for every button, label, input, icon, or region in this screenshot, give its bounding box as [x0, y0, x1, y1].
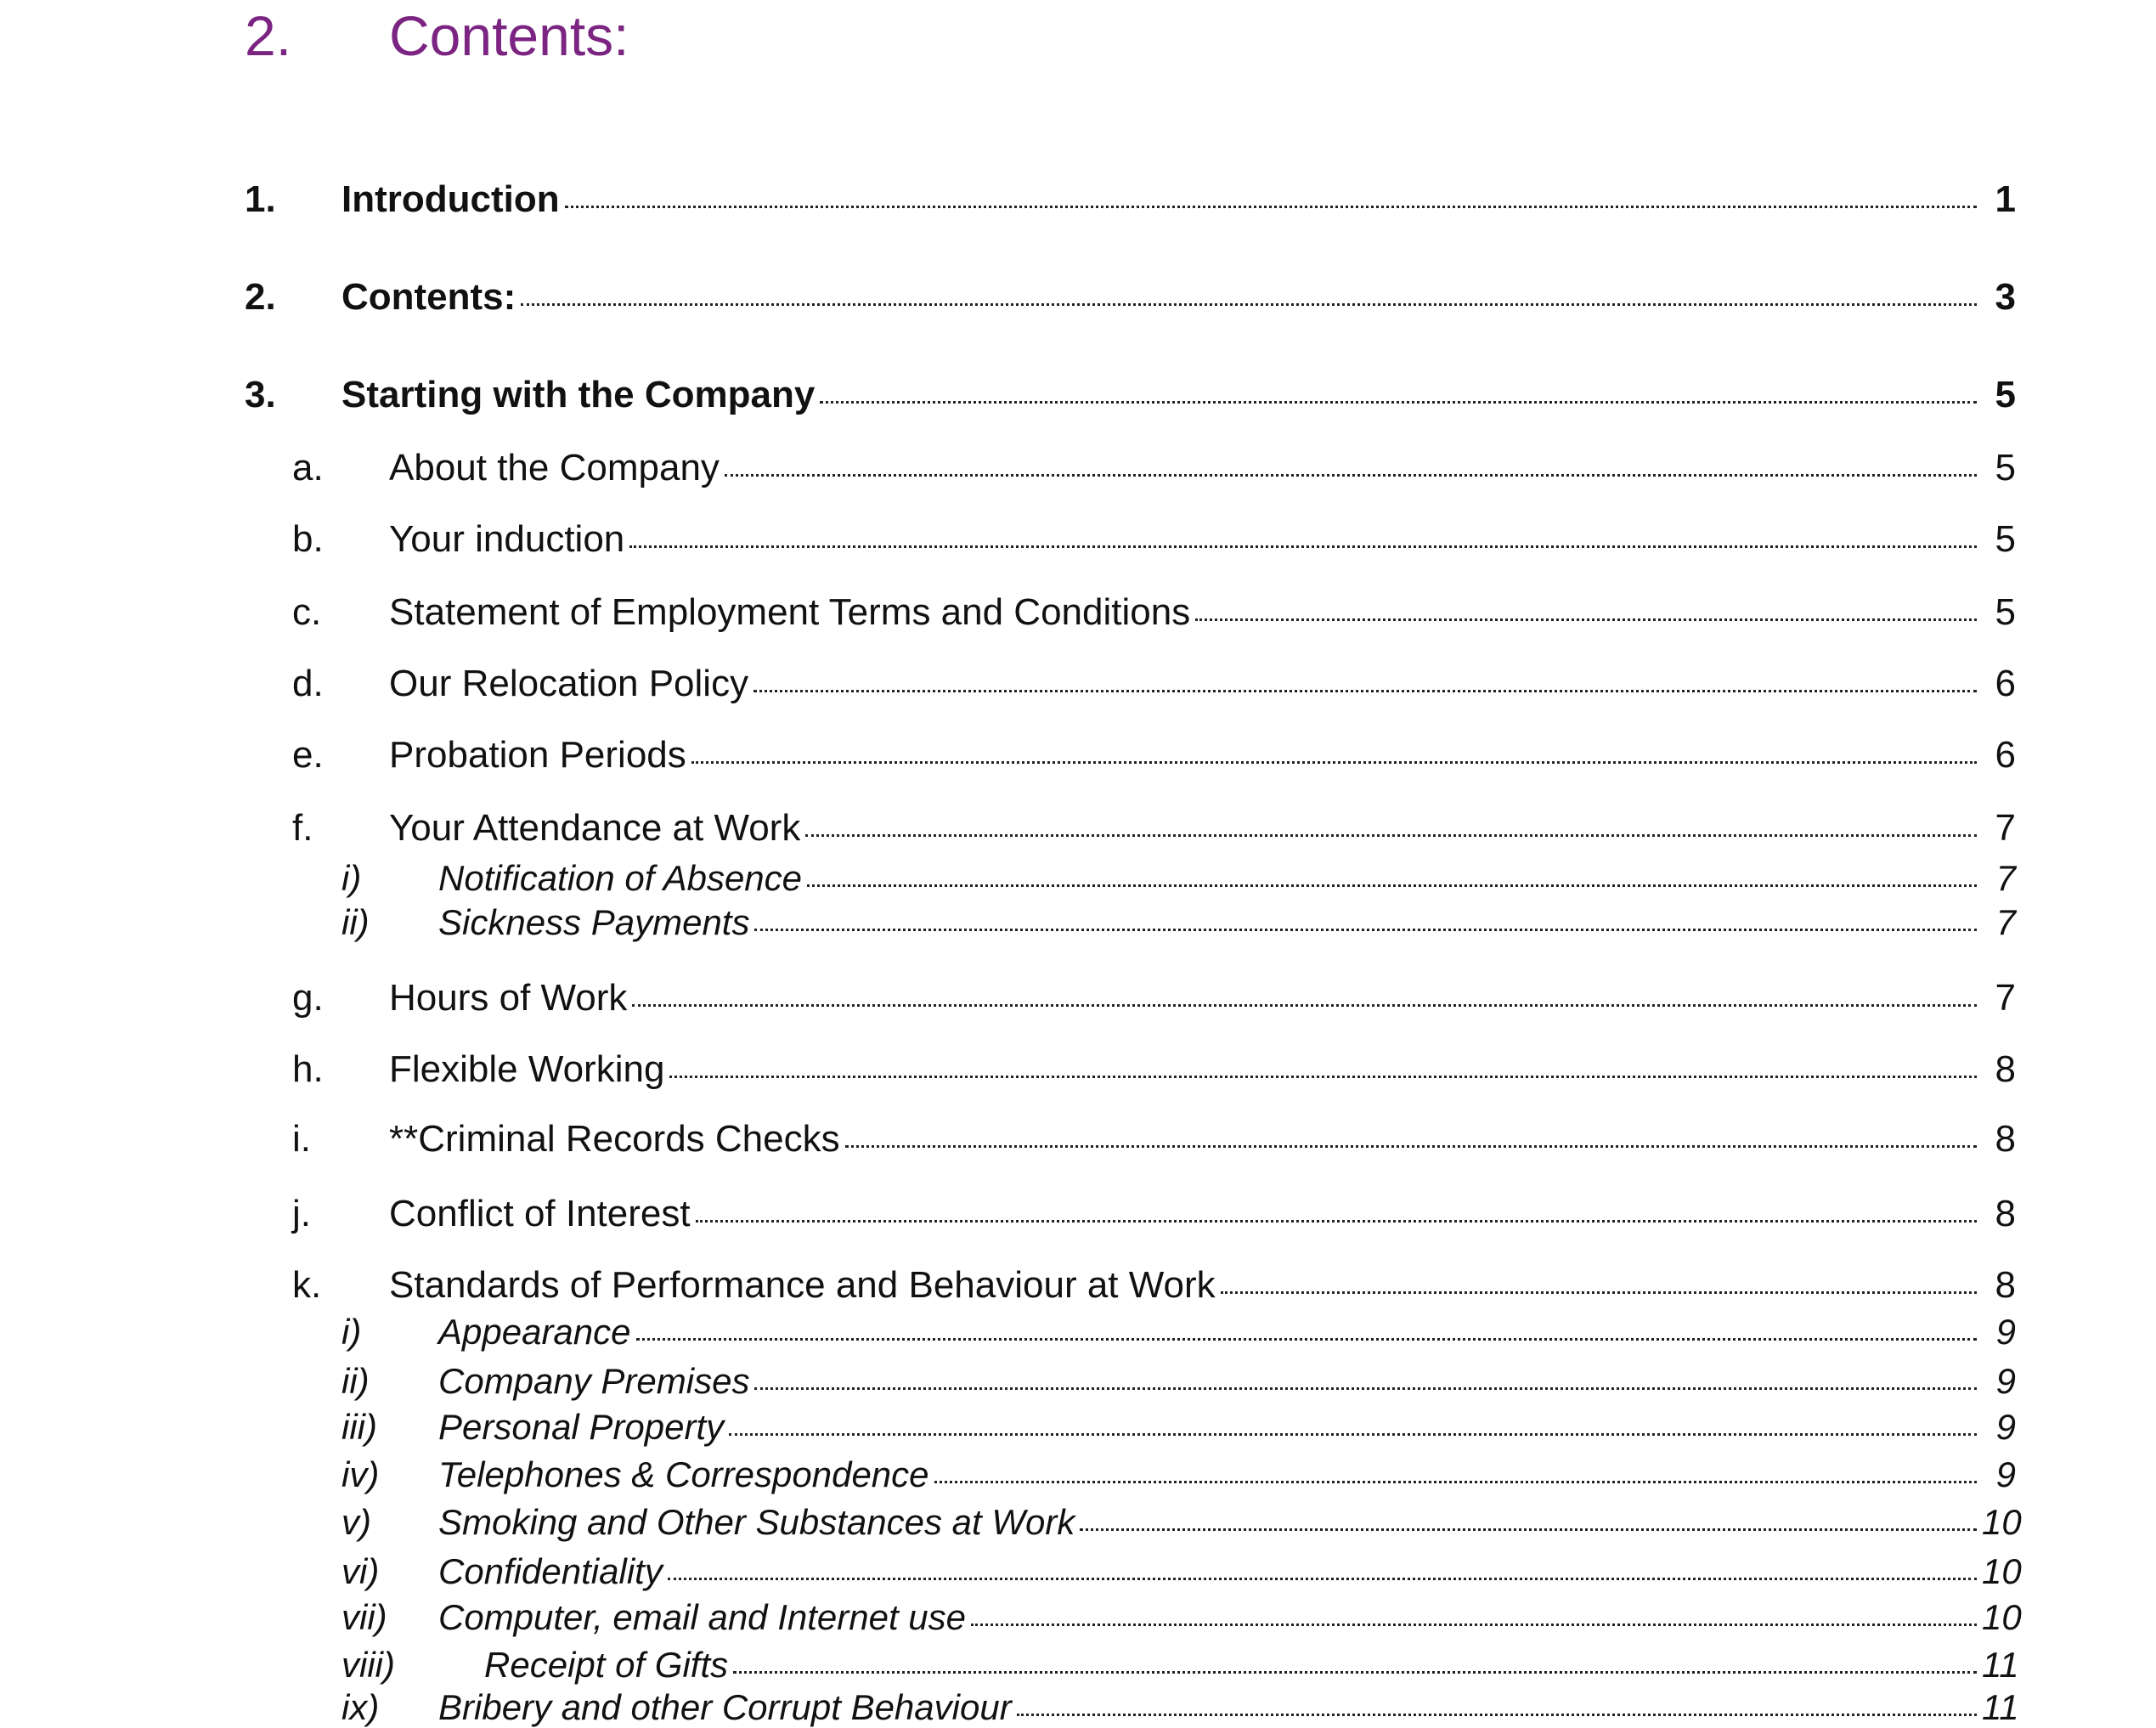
dot-leader — [1221, 1291, 1977, 1294]
toc-entry-title: Telephones & Correspondence — [438, 1454, 929, 1494]
toc-entry-title: Contents: — [341, 276, 516, 318]
toc-entry[interactable] — [0, 977, 2156, 1019]
dot-leader — [521, 303, 1977, 306]
toc-entry[interactable] — [0, 1264, 2156, 1307]
dot-leader — [729, 1433, 1977, 1436]
toc-entry-number: viii) — [341, 1645, 395, 1685]
toc-entry[interactable] — [0, 734, 2156, 776]
toc-entry[interactable] — [0, 1048, 2156, 1091]
toc-entry[interactable] — [0, 1645, 2156, 1686]
dot-leader — [754, 929, 1977, 931]
toc-entry-title: Introduction — [341, 178, 560, 220]
toc-entry-title: Company Premises — [438, 1361, 750, 1401]
dot-leader — [820, 401, 1977, 404]
toc-entry-title: Bribery and other Corrupt Behaviour — [438, 1687, 1012, 1727]
toc-entry-number: i) — [341, 1312, 362, 1352]
dot-leader — [696, 1220, 1977, 1223]
dot-leader — [629, 545, 1977, 548]
toc-entry-title: Smoking and Other Substances at Work — [438, 1502, 1075, 1542]
toc-entry-number: 3. — [245, 374, 276, 415]
toc-entry-page: 8 — [1995, 1193, 2016, 1234]
toc-entry-page: 1 — [1995, 178, 2016, 220]
toc-entry-number: 1. — [245, 178, 276, 220]
toc-entry-title: Confidentiality — [438, 1551, 663, 1591]
toc-entry[interactable] — [0, 1597, 2156, 1638]
toc-entry-page: 7 — [1995, 902, 2016, 942]
toc-entry-title: Flexible Working — [389, 1048, 665, 1090]
toc-entry[interactable] — [0, 1361, 2156, 1402]
dot-leader — [934, 1481, 1977, 1483]
toc-entry-page: 7 — [1995, 807, 2016, 849]
toc-entry[interactable] — [0, 1407, 2156, 1448]
dot-leader — [1017, 1714, 1977, 1716]
dot-leader — [565, 206, 1977, 208]
toc-entry-number: i) — [341, 858, 362, 898]
toc-entry-number: ix) — [341, 1687, 380, 1727]
toc-entry-page: 9 — [1995, 1361, 2016, 1401]
toc-entry-number: ii) — [341, 902, 370, 942]
toc-entry-title: Statement of Employment Terms and Conditions — [389, 591, 1191, 633]
toc-entry-number: d. — [292, 663, 324, 704]
toc-entry-title: Hours of Work — [389, 977, 628, 1019]
heading-number: 2. — [245, 4, 292, 67]
dot-leader — [807, 884, 1977, 887]
toc-entry-title: Conflict of Interest — [389, 1193, 691, 1234]
toc-entry[interactable] — [0, 1551, 2156, 1592]
toc-entry-title: Standards of Performance and Behaviour at Work — [389, 1264, 1216, 1306]
dot-leader — [754, 1387, 1977, 1390]
dot-leader — [845, 1145, 1977, 1148]
toc-entry-page: 7 — [1995, 858, 2016, 898]
toc-entry[interactable] — [0, 374, 2156, 416]
toc-entry-number: a. — [292, 447, 324, 488]
dot-leader — [725, 474, 1977, 477]
toc-entry-number: c. — [292, 591, 322, 633]
dot-leader — [971, 1624, 1977, 1626]
toc-entry-title: Starting with the Company — [341, 374, 816, 415]
toc-entry-number: vi) — [341, 1551, 380, 1591]
toc-entry[interactable] — [0, 276, 2156, 319]
toc-entry-page: 10 — [1982, 1502, 2022, 1542]
toc-entry-number: b. — [292, 518, 324, 560]
toc-entry-number: i. — [292, 1118, 311, 1160]
dot-leader — [805, 834, 1977, 837]
toc-entry-title: Notification of Absence — [438, 858, 803, 898]
toc-entry-page: 5 — [1995, 374, 2016, 415]
toc-entry-page: 5 — [1995, 591, 2016, 633]
toc-entry-title: Receipt of Gifts — [484, 1645, 729, 1685]
toc-entry-number: k. — [292, 1264, 322, 1306]
toc-entry-page: 8 — [1995, 1118, 2016, 1160]
toc-entry-title: Your induction — [389, 518, 625, 560]
toc-entry[interactable] — [0, 1193, 2156, 1235]
toc-entry[interactable] — [0, 1312, 2156, 1352]
toc-entry[interactable] — [0, 663, 2156, 705]
toc-entry[interactable] — [0, 591, 2156, 634]
toc-entry-title: **Criminal Records Checks — [389, 1118, 840, 1160]
toc-entry-title: Sickness Payments — [438, 902, 750, 942]
toc-entry-title: Your Attendance at Work — [389, 807, 801, 849]
dot-leader — [636, 1338, 1977, 1341]
toc-entry-number: 2. — [245, 276, 276, 318]
toc-entry[interactable] — [0, 178, 2156, 221]
toc-entry[interactable] — [0, 902, 2156, 943]
toc-entry-page: 8 — [1995, 1048, 2016, 1090]
page-heading — [245, 0, 629, 71]
dot-leader — [669, 1076, 1977, 1078]
toc-entry[interactable] — [0, 1454, 2156, 1495]
toc-entry-number: h. — [292, 1048, 324, 1090]
toc-entry-number: iii) — [341, 1407, 377, 1447]
toc-entry-page: 9 — [1995, 1407, 2016, 1447]
toc-entry-title: Our Relocation Policy — [389, 663, 749, 704]
toc-entry-title: Personal Property — [438, 1407, 725, 1447]
toc-entry-page: 10 — [1982, 1597, 2022, 1637]
toc-entry-page: 11 — [1982, 1645, 2019, 1685]
toc-entry-number: f. — [292, 807, 313, 849]
toc-entry-number: v) — [341, 1502, 371, 1542]
toc-entry[interactable] — [0, 518, 2156, 561]
toc-entry-number: ii) — [341, 1361, 370, 1401]
toc-entry-number: e. — [292, 734, 324, 776]
toc-entry-page: 5 — [1995, 447, 2016, 488]
dot-leader — [691, 761, 1977, 764]
toc-entry-number: vii) — [341, 1597, 387, 1637]
toc-entry-number: g. — [292, 977, 324, 1019]
toc-entry-number: j. — [292, 1193, 311, 1234]
toc-entry-page: 7 — [1995, 977, 2016, 1019]
toc-entry-page: 8 — [1995, 1264, 2016, 1306]
toc-entry-page: 5 — [1995, 518, 2016, 560]
toc-entry-page: 9 — [1995, 1454, 2016, 1494]
toc-entry[interactable] — [0, 1118, 2156, 1160]
dot-leader — [1195, 618, 1977, 621]
toc-entry-number: iv) — [341, 1454, 380, 1494]
toc-entry[interactable] — [0, 858, 2156, 899]
dot-leader — [753, 690, 1977, 692]
dot-leader — [632, 1004, 1977, 1007]
toc-entry[interactable] — [0, 807, 2156, 850]
dot-leader — [1080, 1528, 1977, 1531]
toc-entry-page: 10 — [1982, 1551, 2022, 1591]
toc-entry-title: About the Company — [389, 447, 720, 488]
toc-entry[interactable] — [0, 447, 2156, 489]
dot-leader — [668, 1578, 1977, 1580]
toc-entry-page: 9 — [1995, 1312, 2016, 1352]
heading-title: Contents: — [389, 4, 629, 67]
toc-entry[interactable] — [0, 1502, 2156, 1543]
toc-entry-title: Probation Periods — [389, 734, 686, 776]
toc-entry-page: 6 — [1995, 734, 2016, 776]
toc-entry-page: 11 — [1982, 1687, 2019, 1727]
dot-leader — [733, 1671, 1977, 1674]
toc-entry-title: Appearance — [438, 1312, 631, 1352]
toc-entry[interactable] — [0, 1687, 2156, 1728]
toc-entry-title: Computer, email and Internet use — [438, 1597, 967, 1637]
toc-entry-page: 3 — [1995, 276, 2016, 318]
toc-entry-page: 6 — [1995, 663, 2016, 704]
